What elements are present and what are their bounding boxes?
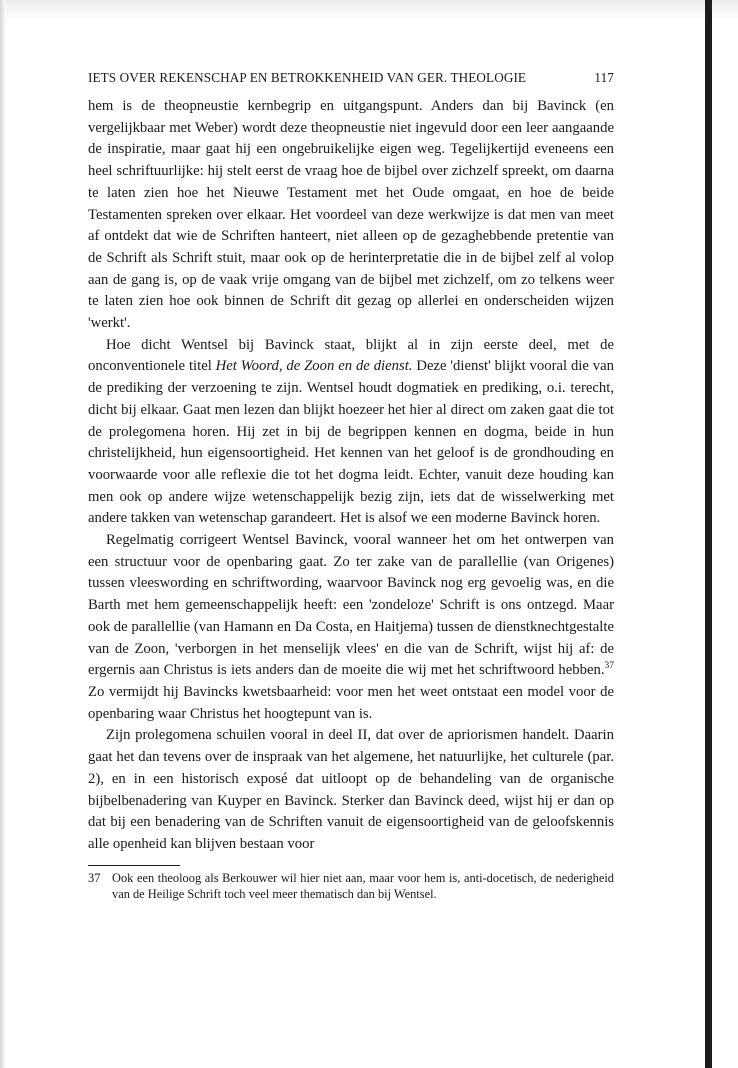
book-page [88, 70, 614, 902]
page-number: 117 [594, 70, 614, 85]
scan-binding-edge [705, 0, 712, 1068]
running-title: IETS OVER REKENSCHAP EN BETROKKENHEID VAN GER. THEOLOGIE [88, 70, 527, 85]
paragraph-1: hem is de theopneustie kernbegrip en uitgangspunt. Anders dan bij Bavinck (en vergelijkbaar met Weber) wordt deze theopneustie niet ingevuld door een leer aangaande de inspiratie, maar gaat hij een ongebruikelijke eigen weg. Tegelijkertijd eveneens een heel schriftuurlijke: hij stelt eerst de vraag hoe de bijbel over zichzelf spreekt, om daarna te laten zien hoe het Nieuwe Testament met het Oude omgaat, en hoe de beide Testamenten spreken over elkaar. Het voordeel van deze werkwijze is dat men van meet af ontdekt dat wie de Schriften hanteert, niet alleen op de gezaghebbende pretentie van de Schrift als Schrift stuit, maar ook op de herinterpretatie die in de bijbel zelf al volop aan de gang is, op de vaak vrije omgang van de bijbel met zichzelf, om zo telkens weer te laten zien hoe ook binnen de Schrift dit gezag op allerlei en onderscheiden wijzen 'werkt'. [88, 98, 614, 332]
running-head [88, 70, 614, 92]
footnote-text: Ook een theoloog als Berkouwer wil hier niet aan, maar voor hem is, anti-docetisch, de nederigheid van de Heilige Schrift toch veel meer thematisch dan bij Wentsel. [112, 870, 614, 901]
paragraph-2 [88, 335, 614, 530]
paragraph-3-text-b: Zo vermijdt hij Bavincks kwetsbaarheid: voor men het weet ontstaat een model voor de openbaring waar Christus het hoogtepunt van is. [88, 683, 614, 722]
paragraph-3 [88, 530, 614, 725]
paragraph-2-text-a: Hoe dicht Wentsel bij Bavinck staat, blijkt al in zijn eerste deel, met de onconventionele titel [88, 336, 614, 375]
book-title-italic: Het Woord, de Zoon en de dienst. [215, 358, 413, 375]
paragraph-4: Zijn prolegomena schuilen vooral in deel II, dat over de apriorismen handelt. Daarin gaat het dan tevens over de inspraak van het algemene, het natuurlijke, het culturele (par. 2), en in een historisch exposé dat uitloopt op de behandeling van de organische bijbelbenadering van Kuyper en Bavinck. Sterker dan Bavinck deed, wijst hij er dan op dat bij een benadering van de Schriften vanuit de eigensoortigheid van de geloofskennis alle openheid kan blijven bestaan voor [88, 727, 614, 852]
scan-shadow-left [0, 0, 6, 1068]
footnote-divider [88, 865, 180, 866]
scan-shadow-top [0, 0, 738, 22]
footnote-reference-37[interactable]: 37 [604, 661, 614, 672]
footnote-37 [88, 870, 614, 902]
paragraph-3-text-a: Regelmatig corrigeert Wentsel Bavinck, vooral wanneer het om het ontwerpen van een structuur voor de openbaring gaat. Zo ter zake van de parallellie (van Origenes) tussen vleeswording en schriftwording, waarvoor Bavinck nog erg gevoelig was, en die Barth met hem gemeenschappelijk heeft: een 'zondeloze' Schrift is ons ontzegd. Maar ook de parallellie (van Hamann en Da Costa, en Haitjema) tussen de dienstknechtgestalte van de Zoon, 'verborgen in het menselijk vlees' en die van de Schrift, wijst hij af: de ergernis aan Christus is iets anders dan de moeite die wij met het schriftwoord hebben. [88, 532, 614, 679]
paragraph-2-text-b: Deze 'dienst' blijkt vooral die van de prediking der verzoening te zijn. Wentsel houdt dogmatiek en prediking, o.i. terecht, dicht bij elkaar. Gaat men lezen dan blijkt hoezeer het hier al direct om zaken gaat die tot de prolegomena horen. Hij zet in bij de begrippen kennen en dogma, beide in hun christelijkheid, hun eigensoortigheid. Het kennen van het geloof is de grondhouding en voorwaarde voor alle reflexie die tot het dogma leidt. Echter, vanuit deze houding kan men ook op andere wijze wetenschappelijk bezig zijn, iets dat de wisselwerking met andere takken van wetenschap garandeert. Het is alsof we een moderne Bavinck horen. [88, 358, 614, 527]
body-text [88, 96, 614, 856]
footnote-number: 37 [88, 870, 101, 885]
